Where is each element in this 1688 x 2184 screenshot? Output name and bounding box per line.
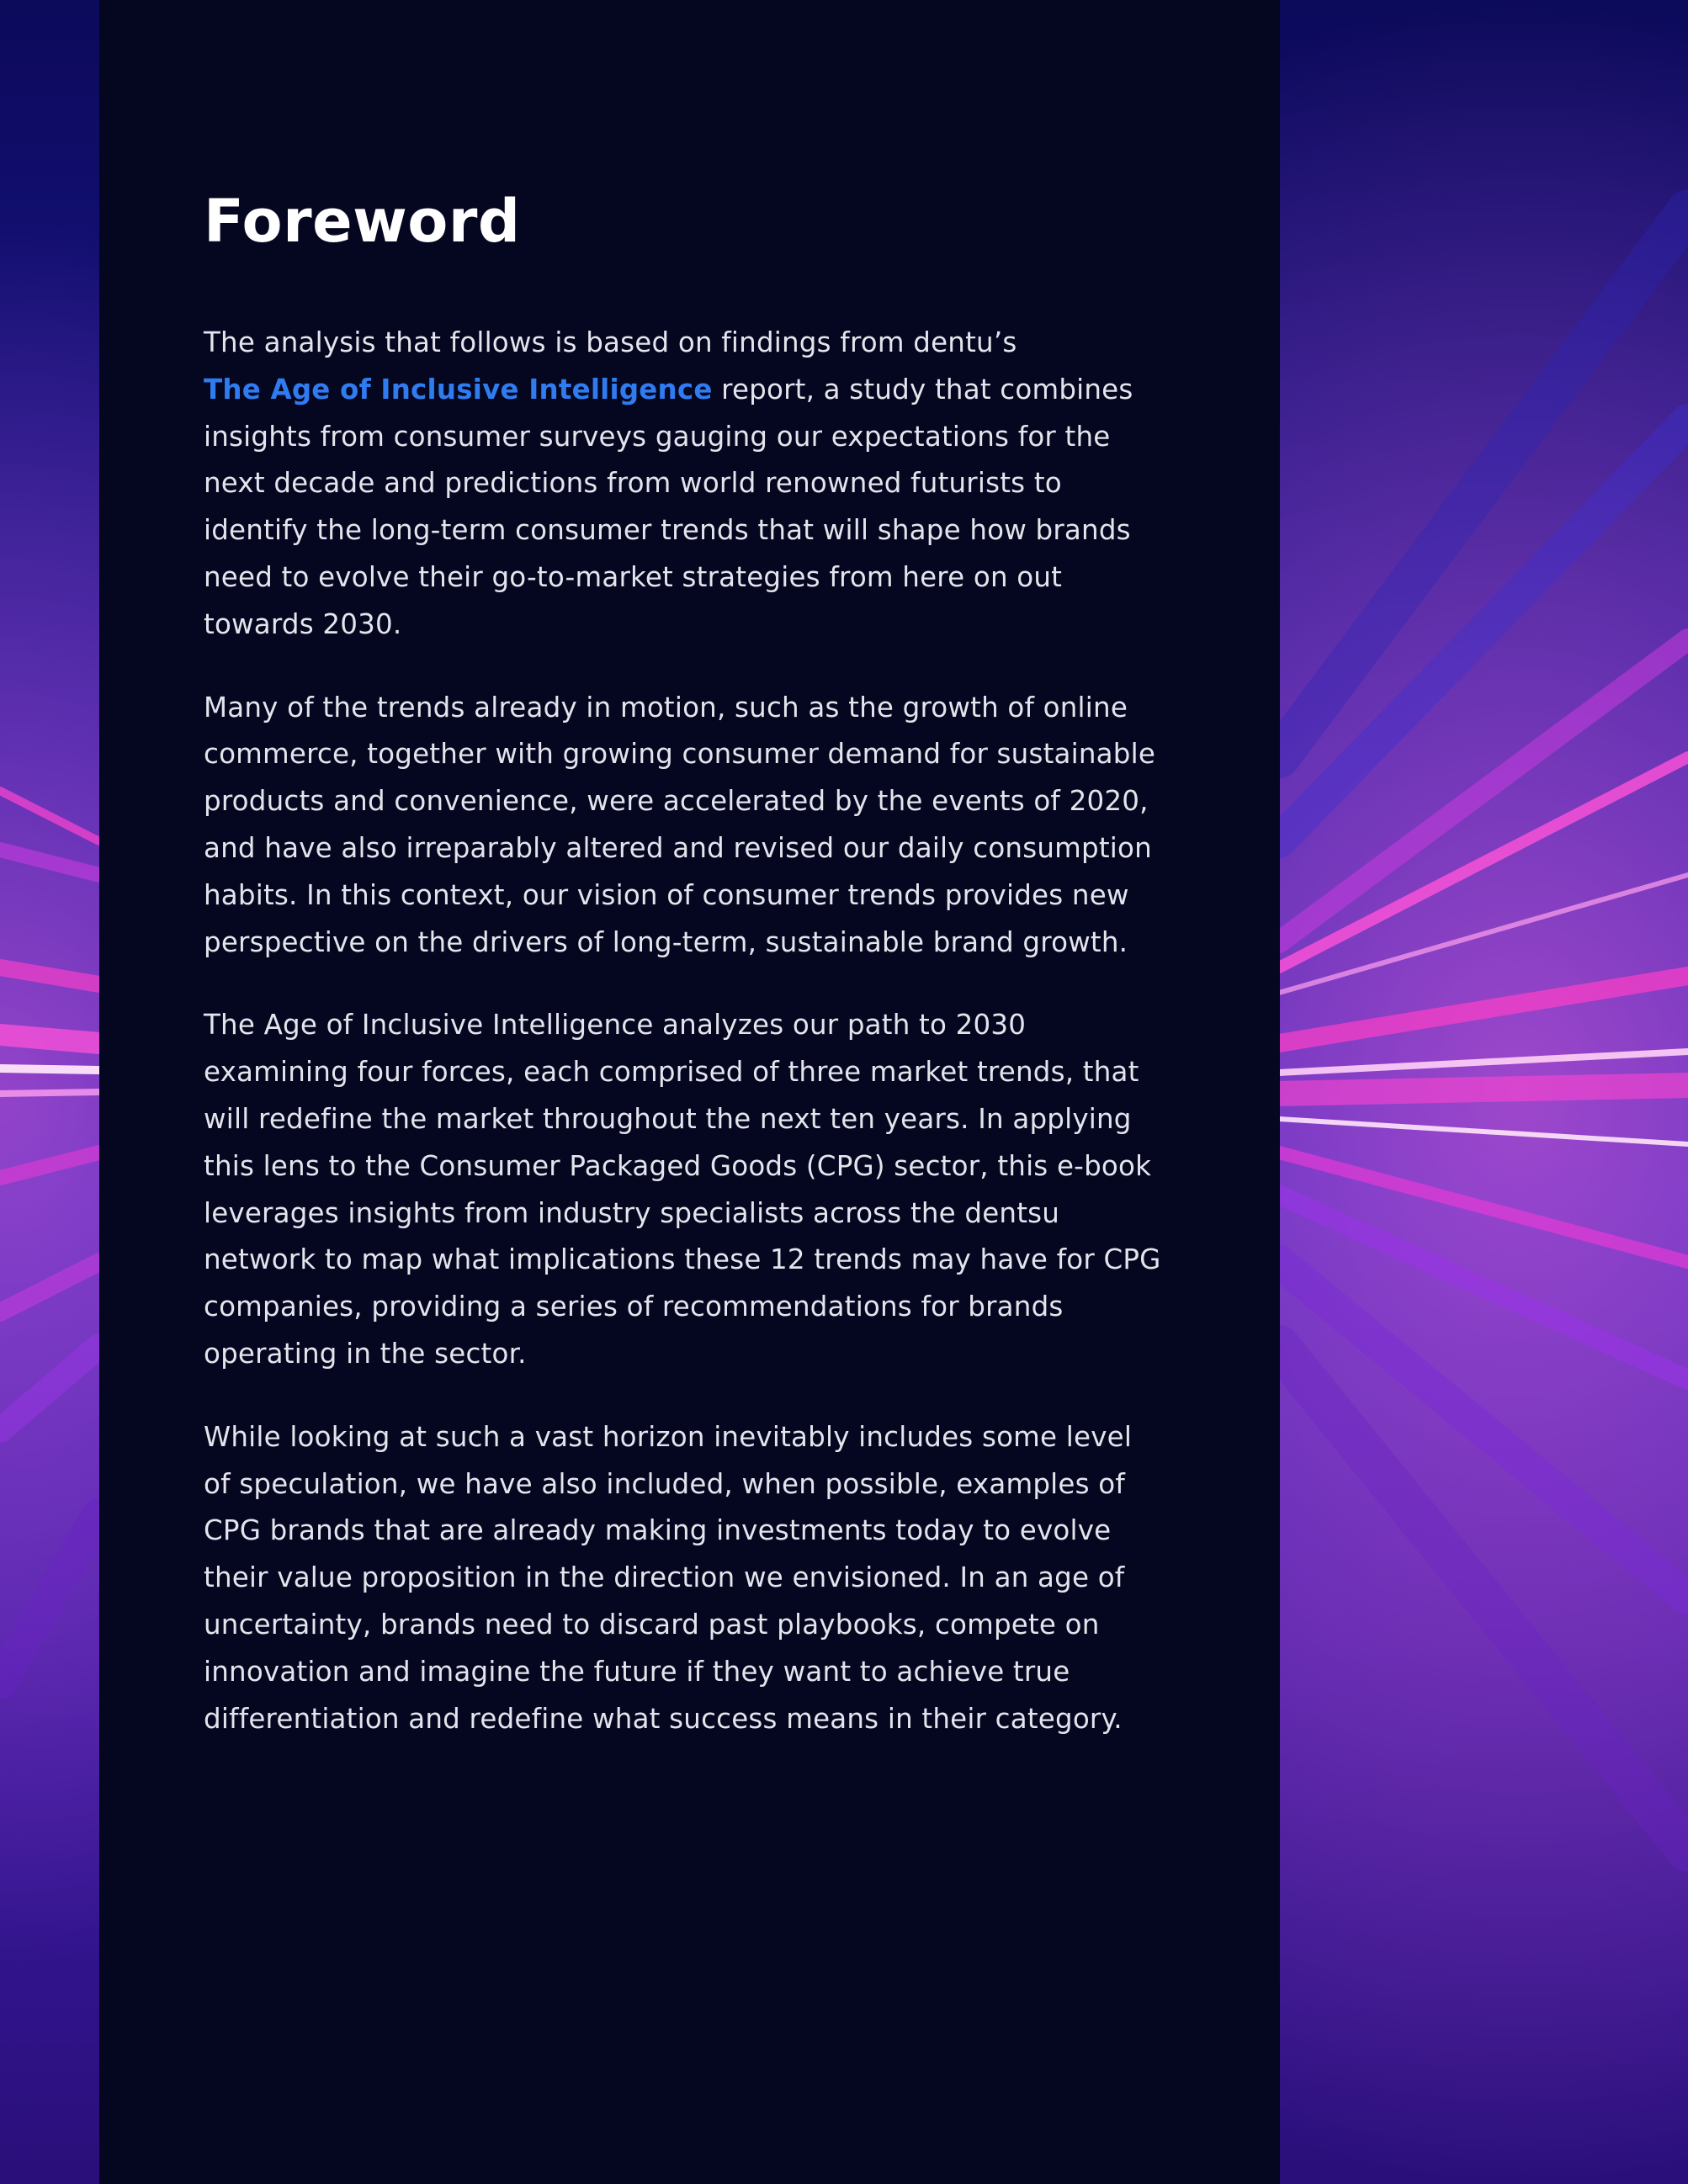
- text-panel: [99, 0, 1280, 2184]
- paragraph-3: The Age of Inclusive Intelligence analyzes our path to 2030 examining four forces, each comprised of three market trends, that will redefine the market throughout the next ten years. In applying this lens to the Consumer Packaged Goods (CPG) sector, this e-book leverages insights from industry specialists across the dentsu network to map what implications these 12 trends may have for CPG companies, providing a series of recommendations for brands operating in the sector.: [204, 1009, 1161, 1370]
- paragraph-1-lead: The analysis that follows is based on findings from dentu’s: [204, 326, 1017, 358]
- paragraph-1-rest: report, a study that combines insights from consumer surveys gauging our expectations for the next decade and predictions from world renowned futurists to identify the long-term consumer trends that will shape how brands need to evolve their go-to-market strategies from here on out towards 2030.: [204, 373, 1133, 640]
- paragraph-4: While looking at such a vast horizon inevitably includes some level of speculation, we have also included, when possible, examples of CPG brands that are already making investments today to evolve their value proposition in the direction we envisioned. In an age of uncertainty, brands need to discard past playbooks, compete on innovation and imagine the future if they want to achieve true differentiation and redefine what success means in their category.: [204, 1420, 1133, 1735]
- paragraph-2: Many of the trends already in motion, such as the growth of online commerce, together with growing consumer demand for sustainable products and convenience, were accelerated by the events of 2020, and have also irreparably altered and revised our daily consumption habits. In this context, our vision of consumer trends provides new perspective on the drivers of long-term, sustainable brand growth.: [204, 691, 1156, 958]
- page-title: Foreword: [204, 187, 521, 256]
- report-link[interactable]: The Age of Inclusive Intelligence: [204, 373, 713, 406]
- paragraph-1: [204, 320, 1163, 649]
- foreword-content: [204, 189, 1163, 1742]
